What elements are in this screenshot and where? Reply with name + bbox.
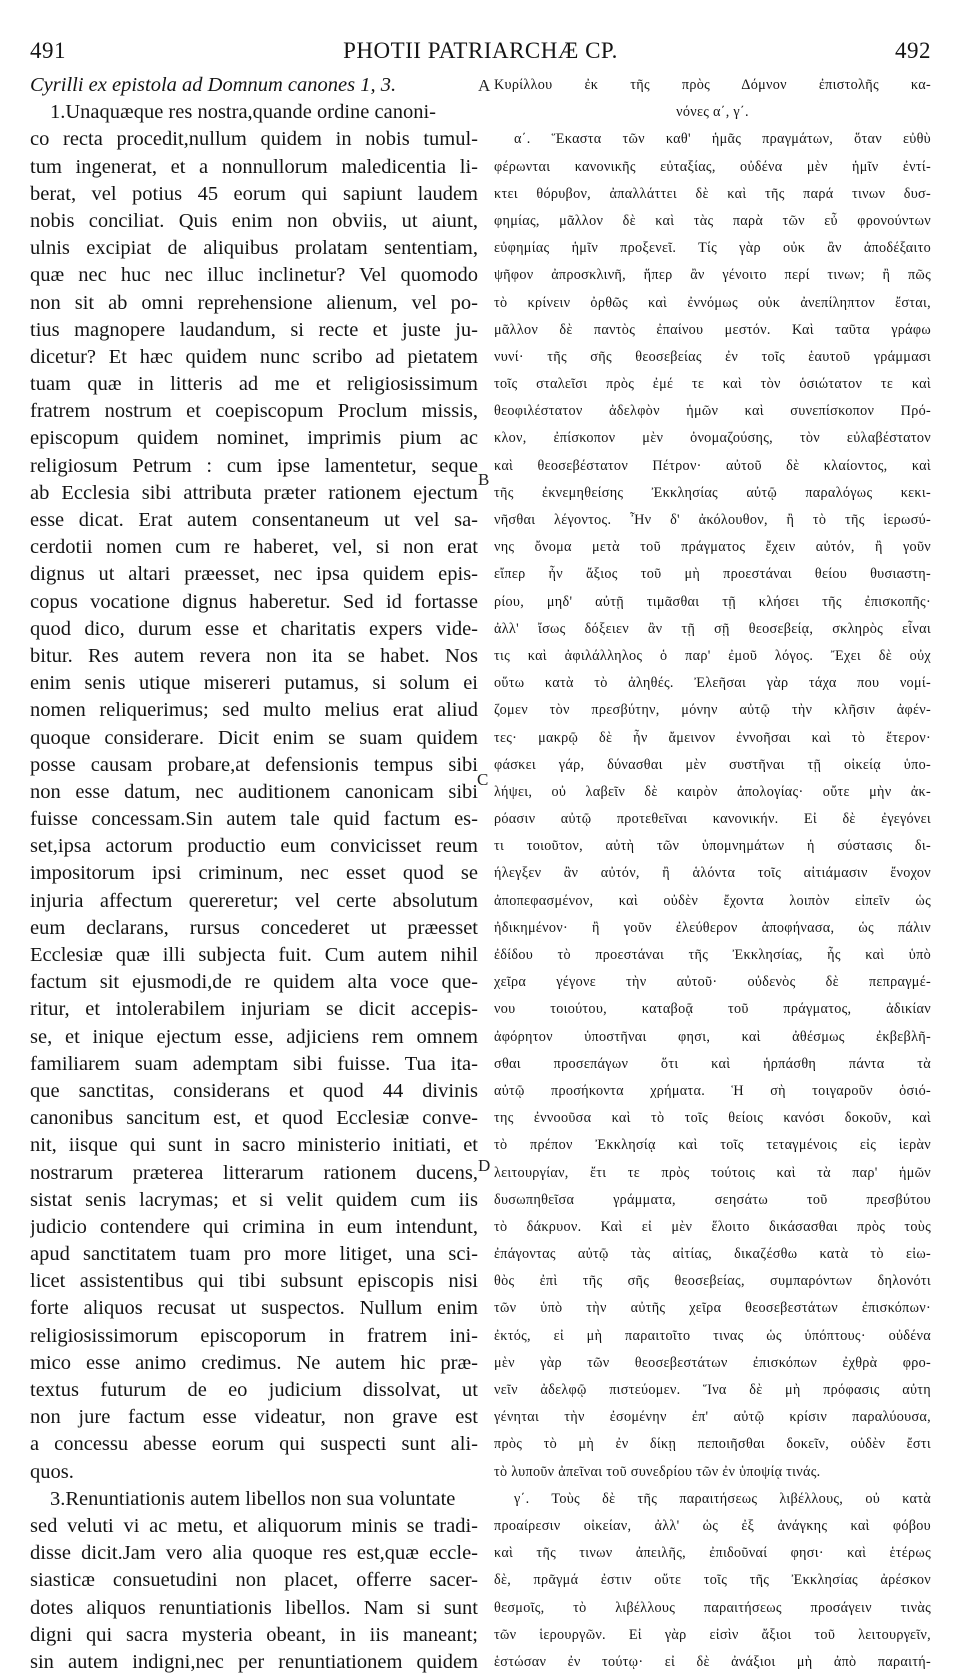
greek-text-line: αὐτῷ προσήκοντα χρήματα. Ἡ σὴ τοιγαροῦν ὁσιό- [494, 1082, 931, 1099]
greek-text-line: λήψει, οὐ λαβεῖν δὲ καιρὸν ἀπολογίας· οὔτε μὴν ἀκ- [494, 783, 931, 800]
latin-text-line: non sit ab omni reprehensione alienum, vel po- [30, 291, 478, 314]
greek-text-line: φέρωνται κανονικῆς εὐταξίας, οὐδένα μὲν ἡμῖν ἐντί- [494, 158, 931, 175]
page-number-left: 491 [30, 38, 66, 63]
greek-text-line: τὸ λυποῦν ἀπεῖναι τοῦ συνεδρίου τῶν ἐν ὑποψίᾳ τινάς. [494, 1463, 821, 1480]
margin-letter-b: B [478, 470, 490, 489]
latin-text-line: 3.Renuntiationis autem libellos non sua voluntate [50, 1487, 456, 1510]
latin-text-line: nit, iisque qui sunt in sacro ministerio initiati, et [30, 1134, 478, 1157]
page-header [30, 38, 931, 72]
latin-text-line: tum ingenerat, et a nonnullorum maledicentia li- [30, 155, 478, 178]
greek-text-line: ἠδικημένον· ἢ γοῦν ἐλεύθερον ἀποφήνασα, ὡς πάλιν [494, 919, 931, 936]
greek-text-line: ρόασιν αὐτῷ προτεθεῖναι κανονικήν. Εἰ δὲ ἐγεγόνει [494, 811, 931, 828]
greek-text-line: οὕτω κατὰ τὸ ἀληθές. Ἐλεῆσαι γὰρ τάχα που νομί- [494, 675, 931, 692]
latin-text-line: nomen reliquerimus; sed multo melius erat aliud [30, 699, 478, 722]
latin-text-line: esse dicat. Erat autem consentaneum ut vel sa- [30, 509, 478, 531]
latin-text-line: tuam quæ in litteris ad me et religiosissimum [30, 373, 478, 396]
latin-text-line: religiosissimorum episcoporum in fratrem ini- [30, 1324, 478, 1347]
latin-text-line: canonibus sancitum est, et quod Ecclesiæ conve- [30, 1107, 478, 1130]
greek-text-line: δὲ, πρᾶγμά ἐστιν οὔτε τοῖς τῆς Ἐκκλησίας ἀρέσκον [494, 1572, 931, 1589]
greek-text-line: κτει θόρυβον, ἀπαλλάττει δὲ καὶ τῆς παρά τινων δυσ- [494, 185, 931, 202]
latin-text-line: enim senis utique misereri putamus, si solum ei [30, 672, 478, 695]
greek-text-line: τῶν ὑπὸ τὴν αὐτῆς χεῖρα θεοσεβεστάτων ἐπισκόπων· [494, 1300, 931, 1317]
latin-text-line: nobis conciliat. Quis enim non obviis, ut aiunt, [30, 209, 478, 232]
greek-text-line: ἀφόρητον ὑποστῆναι φησι, καὶ ἀθέσμως ἐκβεβλῆ- [494, 1028, 931, 1045]
greek-text-line: πρὸς τὸ μὴ ἐν δίκῃ πεποιῆσθαι δοκεῖν, οὐδὲν ἔστι [494, 1436, 931, 1453]
latin-text-line: eum declarans, rursus concederet ut præesset [30, 916, 478, 939]
latin-text-line: bitur. Res autem revera non ita se habet. Nos [30, 644, 478, 667]
latin-text-line: ulnis excipiat de aliquibus prolatam sententiam, [30, 237, 478, 260]
latin-text-line: sed veluti vi ac metu, et aliquorum minis se tradi- [30, 1514, 478, 1537]
greek-text-line: προαίρεσιν οἰκείαν, ἀλλ' ὡς ἐξ ἀνάγκης καὶ φόβου [494, 1517, 931, 1534]
latin-text-line: nostrarum præterea litterarum rationem ducens, [30, 1161, 478, 1184]
greek-text-line: κλον, ἐπίσκοπον μὲν ὀνομαζούσης, τὸν εὐλαβέστατον [494, 430, 931, 447]
greek-text-line: τες· μακρῷ δὲ ἦν ἄμεινον ἐννοῆσαι καὶ τὸ ἕτερον· [494, 729, 931, 746]
greek-text-line: χεῖρα γέγονε τὴν αὐτοῦ· οὐδενὸς δὲ πεπραγμέ- [494, 974, 931, 991]
latin-text-line: episcopum quidem nominet, imprimis pium ac [30, 427, 478, 450]
greek-text-line: ἀποπεφασμένον, καὶ οὐδὲν ἔχοντα λοιπὸν εἰπεῖν ὡς [494, 892, 931, 909]
latin-text-line: se, et inique ejectum esse, adjiciens rem omnem [30, 1025, 478, 1048]
greek-text-line: φάσκει γάρ, δύνασθαι μὲν συστῆναι τῇ οἰκείᾳ ὑπο- [494, 756, 931, 773]
latin-text-line: non jure factum esse videatur, non grave est [30, 1406, 478, 1429]
margin-letter-c: C [477, 770, 489, 789]
latin-text-line: tius magnopere laudandum, si recte et juste ju- [30, 318, 478, 341]
latin-text-line: judicio contendere qui crimina in eum intendunt, [30, 1215, 478, 1238]
latin-text-line: disse dicit.Jam vero alia quoque res est,quæ eccle- [30, 1542, 478, 1565]
greek-column [494, 72, 931, 1676]
page-number-right: 492 [895, 38, 931, 63]
latin-text-line: licet assistentibus qui tibi subsunt episcopis nisi [30, 1270, 478, 1293]
greek-text-line: δυσωπηθεῖσα γράμματα, σεησάτω τοῦ πρεσβύτου [494, 1191, 931, 1208]
latin-text-line: sistat senis lacrymas; et si velit quidem cum iis [30, 1188, 478, 1211]
latin-text-line: injuria affectum quereretur; vel certe absolutum [30, 889, 478, 912]
greek-text-line: νου τοιούτου, καταβοᾷ τοῦ πράγματος, ἀδικίαν [494, 1001, 931, 1018]
greek-text-line: τὸ πρέπον Ἐκκλησίᾳ καὶ τοῖς τεταγμένοις εἰς ἱερὰν [494, 1137, 931, 1154]
running-title: PHOTII PATRIARCHÆ CP. [343, 38, 618, 63]
greek-text-line: φημίας, μᾶλλον δὲ καὶ τὰς παρὰ τῶν εὖ φρονούντων [494, 212, 931, 229]
greek-text-line: σθαι προσεπάγων ὅτι καὶ ἡρπάσθη πάντα τὰ [494, 1055, 931, 1072]
latin-text-line: familiarem suam ademptam sibi fuisse. Tua ita- [30, 1052, 478, 1075]
latin-text-line: religiosum Petrum : cum ipse lamentetur, seque [30, 454, 478, 477]
latin-text-line: Ecclesiæ quæ illi subjecta fuit. Cum autem nihil [30, 944, 478, 966]
greek-text-line: τι τοιοῦτον, αὐτὴ τῶν ὑπομνημάτων ἡ σύστασις δι- [494, 838, 931, 855]
latin-text-line: siasticæ consuetudini non placet, offerre sacer- [30, 1569, 478, 1592]
latin-text-line: berat, vel potius 45 eorum qui sapiunt laudem [30, 182, 478, 205]
latin-text-line: forte aliquos recusat ut suspectos. Nullum enim [30, 1297, 478, 1320]
greek-text-line: θεσμοῖς, τὸ λιβέλλους παραιτήσεως προσάγειν τινὰς [494, 1599, 931, 1616]
greek-text-line: της ἐννοοῦσα καὶ τὸ τοῖς θείοις κανόσι δοκοῦν, καὶ [494, 1110, 931, 1127]
greek-text-line: ψῆφον ἀπροσκλινῆ, ἥπερ ἂν γένοιτο περί τινων; ἢ πῶς [494, 267, 931, 284]
latin-column [30, 72, 478, 1676]
latin-text-line: quod dico, durum esse et charitatis expers vide- [30, 617, 478, 640]
greek-text-line: ζομεν τὸν πρεσβύτην, μόνην αὐτῷ τὴν κλῆσιν ἀφέν- [494, 702, 931, 719]
greek-text-line: εὐφημίας ἡμῖν προξενεῖ. Τίς γὰρ οὐκ ἂν ἀποδέξαιτο [494, 240, 931, 257]
latin-text-line: sin autem indigni,nec per renuntiationem quidem [30, 1650, 478, 1673]
latin-text-line: cerdotii nomen cum re haberet, vel, si non erat [30, 536, 478, 559]
margin-letter-d: D [478, 1156, 491, 1175]
latin-text-line: que sanctitas, considerans et quod 44 divinis [30, 1079, 478, 1102]
latin-text-line: apud sanctitatem tuam pro more litiget, una sci- [30, 1243, 478, 1266]
latin-text-line: mico esse animo credimus. Ne autem hic præ- [30, 1351, 478, 1374]
greek-text-line: νης ὄνομα μετὰ τοῦ πράγματος ἔχειν αὐτόν, ἢ γοῦν [494, 539, 931, 556]
latin-text-line: Cyrilli ex epistola ad Domnum canones 1, 3. [30, 74, 397, 96]
latin-text-line: a concessu abesse eorum qui suspecti sunt ali- [30, 1433, 478, 1456]
greek-text-line: τῶν ἱερουργῶν. Εἰ γὰρ εἰσὶν ἄξιοι τοῦ λειτουργεῖν, [494, 1626, 931, 1643]
greek-text-line: ήλεγξεν ἂν αὐτόν, ἢ ἁλόντα τοῖς αἰτιάμασιν ἔνοχον [494, 865, 931, 882]
greek-text-line: ἐπάγοντας αὐτῷ τὰς αἰτίας, δικαζέσθω κατὰ τὸ εἰω- [494, 1246, 931, 1263]
latin-text-line: non esse datum, nec auditionem canonicam sibi [30, 780, 478, 803]
latin-text-line: dotes aliquos renuntiationis libellos. Nam si sunt [30, 1596, 478, 1619]
latin-text-line: 1.Unaquæque res nostra,quande ordine canoni- [50, 101, 436, 124]
greek-text-line: ἑστώσαν ἐν τούτῳ· εἰ δὲ ἀνάξιοι μὴ ἀπὸ παραιτή- [494, 1653, 931, 1670]
latin-text-line: quos. [30, 1460, 74, 1483]
greek-text-line: μὲν γὰρ τῶν θεοσεβεστάτων ἐπισκόπων ἐχθρὰ φρο- [494, 1354, 931, 1371]
latin-text-line: copus vocatione dignus haberetur. Sed id fortasse [30, 590, 478, 613]
latin-text-line: co recta procedit,nullum quidem in nobis tumul- [30, 128, 478, 151]
latin-text-line: dignus ut altari præesset, nec ipsa quidem epis- [30, 563, 478, 586]
greek-text-line: τὸ δάκρυον. Καὶ εἰ μὲν ἕλοιτο δικάσασθαι πρὸς τοὺς [494, 1218, 931, 1235]
greek-text-line: τις καὶ ἀφιλάλληλος ὁ παρ' ἐμοῦ λόγος. Ἔχει δὲ οὐχ [494, 647, 931, 664]
greek-text-line: νεῖν ἀδελφῷ πιστεύομεν. Ἵνα δὲ μὴ πρόφασις αὐτη [494, 1382, 931, 1398]
latin-text-line: ab Ecclesia sibi attributa præter rationem ejectum [30, 481, 478, 504]
greek-text-line: τῆς ἐκνεμηθείσης Ἐκκλησίας αὐτῷ παραλόγως κεκι- [494, 484, 931, 501]
latin-text-line: impositorum ipsi criminum, nec esset quod se [30, 862, 478, 885]
greek-text-line: ρίου, μηδ' αὐτῇ τιμᾶσθαι τῇ κλήσει τῆς ἐπισκοπῆς· [494, 593, 931, 610]
greek-text-line: α΄. Ἕκαστα τῶν καθ' ἡμᾶς πραγμάτων, ὅταν εὐθὺ [514, 131, 931, 148]
latin-text-line: ritur, et intolerabilem injuriam se dicit accepis- [30, 998, 478, 1021]
latin-text-line: fratrem nostrum et coepiscopum Proclum missis, [30, 400, 478, 423]
greek-text-line: γένηται τὴν ἐσομένην ἐπ' αὐτῷ κρίσιν παραλύουσα, [494, 1409, 931, 1426]
latin-text-line: fuisse concessam.Sin autem tale quid factum es- [30, 808, 478, 831]
greek-text-line: λειτουργίαν, ἔτι τε πρὸς τούτοις καὶ τὰ παρ' ἡμῶν [494, 1164, 931, 1181]
greek-text-line: μᾶλλον δὲ παντὸς ἐπαίνου μεστόν. Καὶ ταῦτα γράφω [494, 321, 931, 338]
greek-text-line: καὶ θεοσεβέστατον Πέτρον· αὐτοῦ δὲ κλαίοντος, καὶ [494, 457, 931, 474]
greek-text-line: εἴπερ ἦν ἄξιος τοῦ μὴ προεστάναι θείου θυσιαστη- [494, 566, 931, 583]
greek-text-line: θὸς ἐπὶ τῆς σῆς θεοσεβείας, συμπαρόντων δηλονότι [494, 1273, 931, 1290]
greek-text-line: θεοφιλέστατον ἀδελφὸν ἡμῶν καὶ συνεπίσκοπον Πρό- [494, 403, 931, 420]
greek-text-line: νόνες α΄, γ΄. [676, 104, 749, 121]
greek-text-line: νυνί· τῆς σῆς θεοσεβείας ἐν τοῖς ἑαυτοῦ γράμμασι [494, 348, 931, 365]
greek-text-line: ἀλλ' ἴσως δόξειεν ἂν τῇ σῇ θεοσεβείᾳ, σκληρὸς εἶναι [494, 620, 931, 637]
latin-text-line: digni qui sacra mysteria obeant, in iis maneant; [30, 1623, 478, 1646]
greek-text-line: Κυρίλλου ἐκ τῆς πρὸς Δόμνον ἐπιστολῆς κα- [494, 77, 931, 93]
greek-text-line: ἐκτός, εἰ μὴ παραιτοῖτο τινας ὡς ὑπόπτους· οὐδένα [494, 1327, 931, 1344]
greek-text-line: ἐδίδου τὸ προεστάναι τῆς Ἐκκλησίας, ἧς καὶ ὑπὸ [494, 947, 931, 963]
greek-text-line: γ΄. Τοὺς δὲ τῆς παραιτήσεως λιβέλλους, οὐ κατὰ [514, 1490, 931, 1507]
greek-text-line: νῆσθαι λέγοντος. Ἦν δ' ἀκόλουθον, ἢ τὸ τῆς ἱερωσύ- [494, 512, 931, 528]
margin-letter-a: A [478, 76, 491, 95]
greek-text-line: τὸ κρίνειν ὀρθῶς καὶ ἐννόμως οὐκ ἀνεπίληπτον ἔσται, [494, 294, 931, 311]
latin-text-line: quæ nec huc nec illuc inclinetur? Vel quomodo [30, 264, 478, 287]
latin-text-line: factum sit ejusmodi,de re quidem alta voce que- [30, 971, 478, 994]
latin-text-line: posse causam probare,at defensionis tempus sibi [30, 753, 478, 776]
latin-text-line: textus futurum de eo judicium dissolvat, ut [30, 1379, 478, 1401]
latin-text-line: dicetur? Et hæc quidem nunc scribo ad pietatem [30, 345, 478, 368]
greek-text-line: τοῖς σταλεῖσι πρὸς ἐμέ τε καὶ τὸν ὁσιώτατον τε καὶ [494, 376, 931, 393]
latin-text-line: quoque considerare. Dicit enim se suam quidem [30, 726, 478, 749]
greek-text-line: καὶ τῆς τινων ἀπειλῆς, ἐπιδοῦναί φησι· καὶ ἑτέρως [494, 1545, 931, 1562]
latin-text-line: set,ipsa actorum productio eum convicisset reum [30, 835, 478, 858]
